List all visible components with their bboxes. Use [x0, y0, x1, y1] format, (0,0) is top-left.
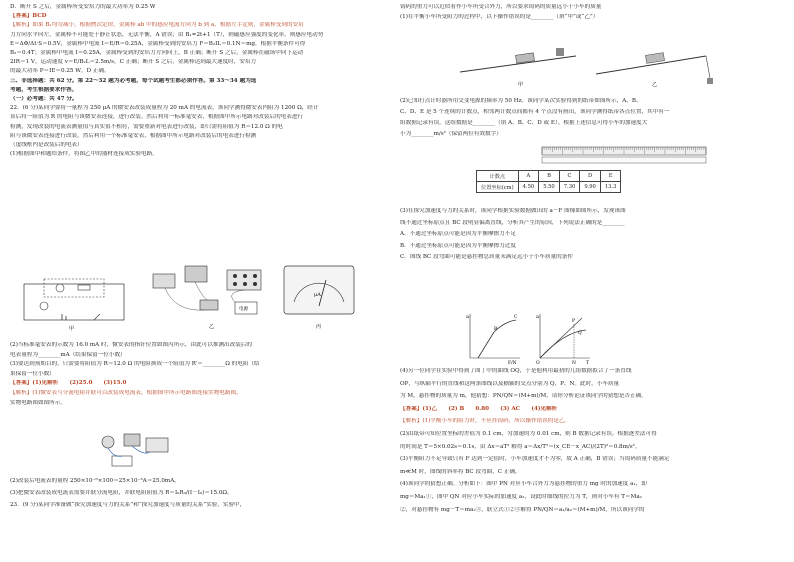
text-line: (3)在探究加速度与力的关系时，该同学根据实验数据做出的 a－F 图像如图所示，发现该图 [400, 208, 626, 214]
label-yi: 乙 [209, 324, 215, 330]
text-line: (2)由纸带可知位置坐标的差值为 0.1 cm，匀加速的为 0.01 cm，则 B 数据记录有误。根据逐差法可得 [400, 431, 657, 437]
table-header-cell: 计数点 [477, 171, 519, 182]
text-line: 【答案】BCD [10, 13, 47, 20]
table-cell: 位置坐标(cm) [477, 182, 519, 193]
text-line: 【答案】(1)见解析 (2)25.0 (3)15.0 [10, 380, 127, 387]
label-fig-yi: 乙 [652, 82, 658, 88]
axis-T-label: T [586, 361, 590, 365]
text-line: (3)平衡阻力不足导致只有 F 达到一定值时，小车加速度才不为零，故 A 正确，B 错误；当钩码质量不能满足 [400, 456, 670, 463]
axis-F-label: F/N [508, 361, 517, 365]
circuit-figure-jia [14, 276, 134, 332]
text-line: B．不通过坐标原点可能是因为平衡摩擦力过度 [400, 242, 516, 249]
text-line: ②，对悬挂物有 mg－T＝ma₂③，联立式①②③解得 PN/QN＝a₁/a₂＝(M+m)/M，所以该同学的 [400, 506, 645, 513]
text-line: D．断开 S 之后，金属棒所受安培力的最大功率为 0.25 W [10, 4, 156, 10]
text-line: 组数据记录有误，这组数据是________（填 A、B、C、D 或 E）。根据上述信息可得小车的加速度大 [400, 120, 648, 126]
text-line: (2)当标准毫安表的示数为 16.0 mA 时，微安表的指针位置如图丙所示，由此可以推测出改装后的 [10, 342, 253, 348]
text-line: 的时间是 T＝5×0.02s＝0.1s，由 Δx＝aT² 解得 a＝Δx/T²＝(x_CE－x_AC)/(2T)²＝0.8m/s²。 [400, 443, 641, 450]
text-line: mg＝Ma₁①，图中 QN 对应小车实际的加速度 a₂，设此时细线的拉力为 T，则对小车有 T＝Ma₂ [400, 494, 642, 500]
text-line: (1)在平衡小车所受阻力的过程中，以下操作错误的是________（填“甲”或“乙”） [400, 14, 599, 20]
text-line: 果保留一位小数） [10, 370, 55, 377]
text-line: 小为________m/s²（保留两位有效数字） [400, 131, 502, 137]
text-line: 22．(6 分)某同学要将一量程为 250 μA 的微安表改装成量程为 20 mA 的电流表，该同学测得微安表内阻为 1200 Ω，经计 [10, 105, 319, 112]
text-line: 【解析】(1)平衡小车的阻力时，不应挂钩码，所以操作错误的是乙。 [400, 418, 571, 425]
table-header-cell: D [580, 171, 601, 182]
graph-figure-bing [464, 310, 524, 365]
point-P-label: P [572, 319, 576, 324]
axis-a2-label: a [536, 314, 539, 320]
axis-a-label: a [466, 314, 469, 320]
table-header-cell: B [539, 171, 560, 182]
text-line: (1)根据图甲和题给条件，将图乙中的器材连接成实验电路。 [10, 151, 158, 158]
gauge-figure-bing [280, 262, 360, 332]
table-cell: 9.90 [580, 182, 601, 193]
text-line: 【解析】(1)微安表与分流电阻并联可以改装成电流表，根据图甲所示电路图连接实物电路图， [10, 390, 242, 396]
text-line: (4)该同学的猜想正确。分析如下：图中 PN 对应小车合外力为悬挂物的重力 mg 时的加速度 a₁，即 [400, 481, 647, 488]
text-line: 的最大功率 P＝IE＝0.25 W，D 正确。 [10, 68, 110, 75]
text-line: (4)另一位同学在实验中得到了图丁中的曲线 OQ，于是他利用最初的几组数据拟合了一条直线 [400, 368, 632, 374]
table-cell: 4.50 [518, 182, 539, 193]
ruler-tape-figure [540, 145, 710, 167]
text-line: B₂＝0.4T；金属棒中电流 I＝0.25A，金属棒受到的安培力方向向上，B 正确；断开 S 之后，金属棒在磁场中向下运动 [10, 50, 304, 56]
answer-circuit-figure [94, 428, 174, 470]
text-line: (3)把微安表改装成电流表需要并联分流电阻，并联电阻阻值为 R＝I₀R₀/(I－I₀)＝15.0Ω。 [10, 490, 233, 496]
table-cell: 13.3 [600, 182, 621, 193]
table-header-cell: C [559, 171, 580, 182]
text-line: 2IR＝1 V，运动速度 v＝E/B₂L＝2.5m/s，C 正确；断开 S 之后，金属棒达到最大速度时，安培力 [10, 59, 257, 66]
text-line: 钩码的重力可以近似看作小车所受合外力，所以要求钩码的质量远小于小车的质量 [400, 4, 602, 10]
text-line: (2)改装后电流表的量程 250×10⁻⁶×100＝25×10⁻³A＝25.0mA。 [10, 478, 180, 484]
point-N-label: N [572, 361, 576, 365]
circuit-figure-yi [145, 262, 280, 332]
text-line: 算后将一阻值为 R 的电阻与该微安表连接，进行改装。然后利用一标准毫安表，根据图甲所示电路对改装后的电表进行 [10, 114, 304, 121]
label-fig-jia: 甲 [518, 82, 524, 88]
text-line: 力方向水平向左，金属棒不可能处于静止状态，无法平衡，A 错误；由 B₁=2t+1（T），则磁感应强度的变化率，则感应电动势 [10, 31, 324, 38]
text-line: C．图线 BC 段弯曲可能是悬挂物总质量未满足远小于小车质量的条件 [400, 254, 573, 260]
position-table [476, 170, 621, 193]
point-B-label: B [494, 327, 498, 332]
label-bing: 丙 [316, 324, 322, 330]
point-Q-label: Q [578, 331, 582, 336]
text-line: 三、非选择题：共 62 分。第 22～32 题为必考题，每个试题考生都必须作答。第 33～34 题为选 [10, 77, 257, 84]
table-cell: 7.30 [559, 182, 580, 193]
text-line: 实物电路图如图所示。 [10, 399, 66, 406]
text-line: A．不通过坐标原点可能是因为平衡摩擦力不足 [400, 231, 516, 237]
text-line: 线不通过坐标原点且 BC 段明显偏离直线，分析其产生的原因，下列说法正确的是________ [400, 219, 625, 226]
text-line: 检测，发现改装的电流表测量值与真实值不相符，需要重新对电表进行改装，即只需将阻值为 R＝12.0 Ω 的电 [10, 123, 283, 130]
point-C-label: C [514, 315, 518, 320]
cart-figures-jia-yi [456, 42, 716, 88]
label-power: 电源 [239, 307, 248, 312]
text-line: C、D、E 是 5 个连续的计数点，相邻两计数点间都有 4 个点没有画出，该同学测得纸带各点位置，其中有一 [400, 109, 670, 115]
text-line: OP，与纵轴平行的直线和这两条图线以及横轴的交点分别为 Q、P、N。此时，小车质量 [400, 380, 620, 387]
text-line: (2)已知打点计时器所用交变电源的频率为 50 Hz。该同学某次实验得到的纸带如图所示，A、B、 [400, 98, 642, 104]
text-line: 电表量程为________mA（结果保留一位小数） [10, 351, 126, 358]
label-gauge-unit: μA [314, 292, 321, 298]
text-line: m≪M 时，图线的斜率将 BC 段弯曲，C 正确。 [400, 468, 521, 475]
right-page [400, 0, 786, 562]
label-jia: 甲 [69, 326, 75, 332]
text-line: 为 M，悬挂物的质量为 m，他猜想：PN/QN＝(M+m)/M，请你分析论证该同学的猜想是否正确。 [400, 393, 647, 400]
table-header-cell: A [518, 171, 539, 182]
text-line: 【解析】如果 B₁均匀减小，根据楞次定律，金属棒 ab 中的感应电流方向为 b 到 a，根据左手定则，金属棒受到的安培 [10, 22, 304, 29]
text-line: 阻与该微安表连接进行改装，然后利用一个标准毫安表，根据图甲所示电路对改装后的电表进行检测 [10, 132, 257, 139]
point-O-label: O [536, 361, 540, 365]
text-line: （一）必考题：共 47 分。 [10, 96, 78, 102]
text-line: 【答案】(1)乙 (2) B 0.80 (3) AC (4)见解析 [400, 405, 558, 412]
table-header-cell: E [600, 171, 621, 182]
text-line: （虚线框内是改装后的电表） [10, 142, 83, 148]
text-line: 23．(9 分)某同学准备做“探究加速度与力的关系”和“探究加速度与质量的关系”实验，实验中， [10, 502, 246, 508]
table-cell: 5.50 [539, 182, 560, 193]
text-line: 考题，考生根据要求作答。 [10, 86, 78, 93]
graph-figure-ding [534, 310, 594, 365]
text-line: (3)要达到预期目的，只需要将阻值为 R＝12.0 Ω 的电阻换成一个阻值为 R′＝________Ω 的电阻（结 [10, 361, 260, 368]
text-line: E＝ΔΦ/Δt·S＝0.5V，金属棒中电流 I＝E/R＝0.25A，金属棒受到的安培力 F＝B₂IL＝0.1N＝mg，根据平衡条件可得 [10, 40, 306, 47]
left-page [10, 0, 396, 562]
